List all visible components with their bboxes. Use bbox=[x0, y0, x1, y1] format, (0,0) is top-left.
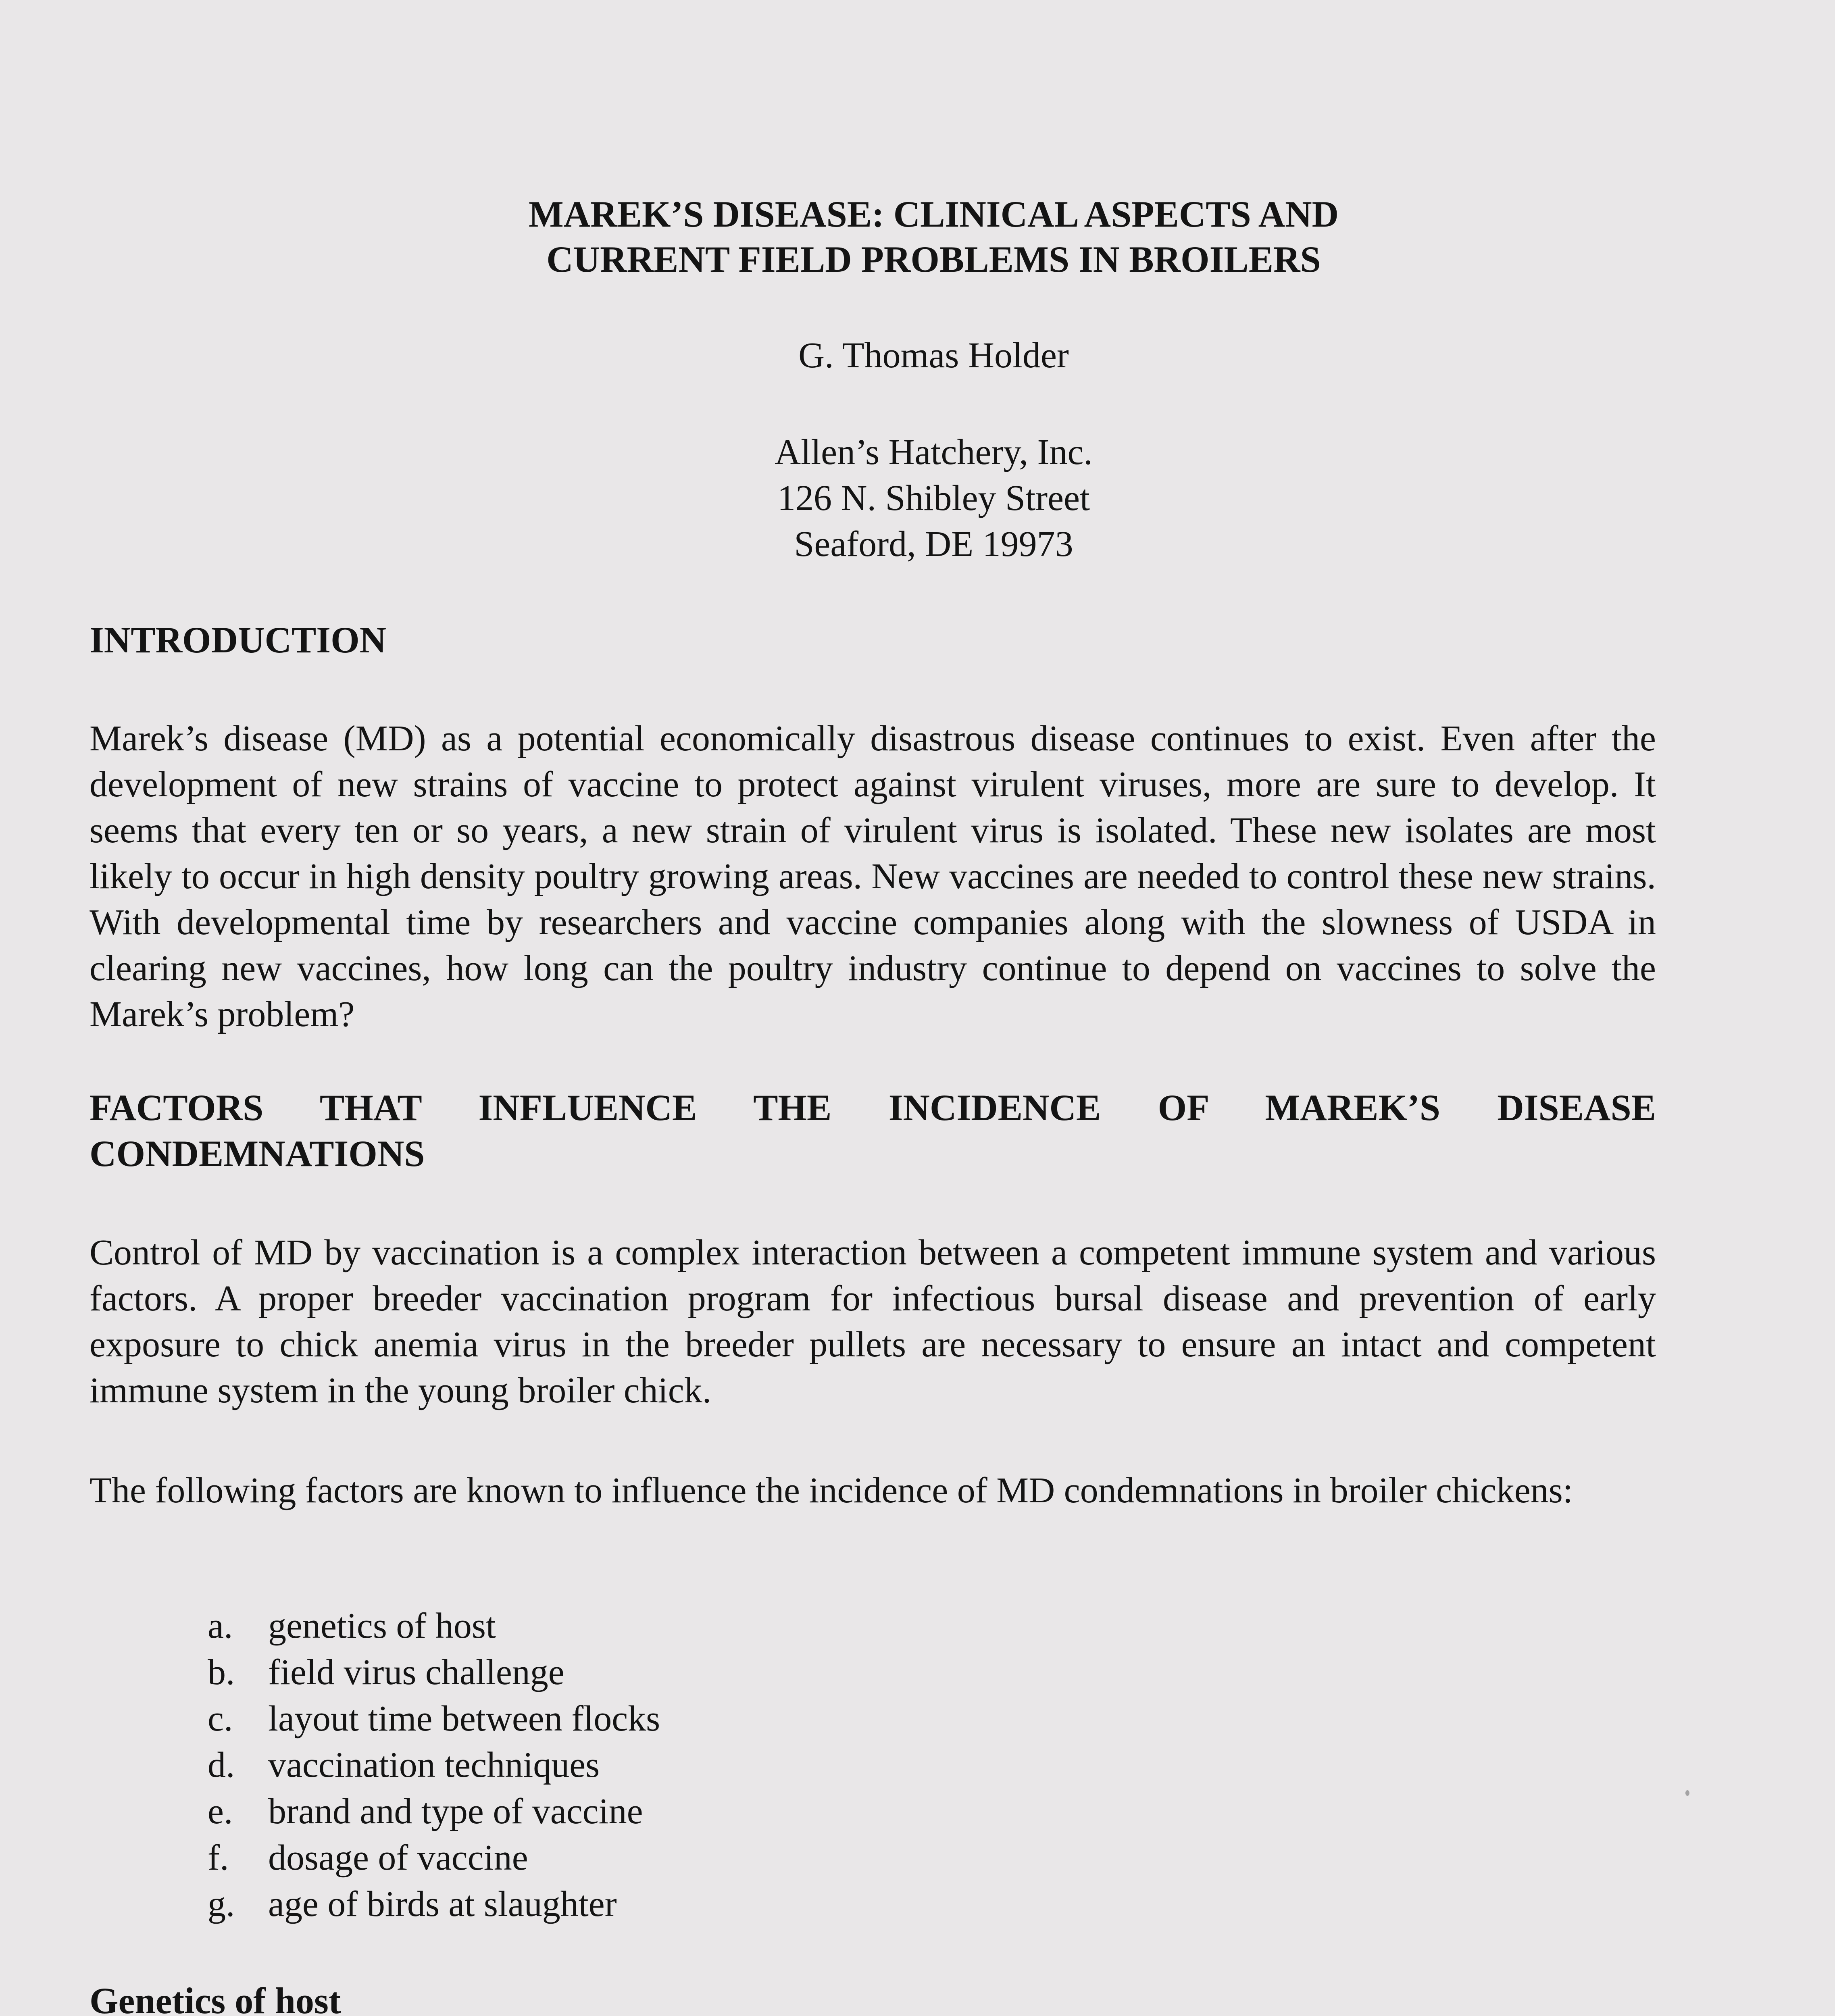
list-item bbox=[208, 1788, 660, 1835]
affiliation-street: 126 N. Shibley Street bbox=[777, 478, 1090, 518]
list-item bbox=[208, 1603, 660, 1649]
list-item-letter: a. bbox=[208, 1606, 233, 1646]
affiliation bbox=[0, 429, 1835, 567]
list-item-letter: f. bbox=[208, 1838, 229, 1878]
list-item-letter: b. bbox=[208, 1652, 235, 1692]
list-item-text: field virus challenge bbox=[268, 1652, 564, 1692]
factors-paragraph-2: The following factors are known to influence the incidence of MD condemnations in broiler chickens: bbox=[90, 1470, 1573, 1510]
factors-list bbox=[208, 1603, 660, 1927]
dust-speck bbox=[1685, 1790, 1689, 1796]
list-item-letter: d. bbox=[208, 1745, 235, 1785]
list-item-text: vaccination techniques bbox=[268, 1745, 600, 1785]
factors-heading: FACTORS THAT INFLUENCE THE INCIDENCE OF MAREK’S DISEASE CONDEMNATIONS bbox=[90, 1087, 1656, 1174]
introduction-heading: INTRODUCTION bbox=[90, 619, 387, 660]
list-item-text: age of birds at slaughter bbox=[268, 1884, 617, 1924]
affiliation-city: Seaford, DE 19973 bbox=[794, 524, 1073, 564]
list-item bbox=[208, 1649, 660, 1695]
author-name: G. Thomas Holder bbox=[798, 335, 1069, 375]
list-item-text: layout time between flocks bbox=[268, 1699, 660, 1739]
list-item-letter: g. bbox=[208, 1884, 235, 1924]
list-item bbox=[208, 1695, 660, 1742]
factors-paragraph-1: Control of MD by vaccination is a complex interaction between a competent immune system and various factors. A proper breeder vaccination program for infectious bursal disease and prevention of early exposure to chick anemia virus in the breeder pullets are necessary to ensure an intact and competent immune system in the young broiler chick. bbox=[90, 1233, 1656, 1410]
list-item-letter: e. bbox=[208, 1791, 233, 1831]
list-item-letter: c. bbox=[208, 1699, 233, 1739]
list-item-text: brand and type of vaccine bbox=[268, 1791, 643, 1831]
title-line-2: CURRENT FIELD PROBLEMS IN BROILERS bbox=[546, 239, 1321, 280]
list-item-text: genetics of host bbox=[268, 1606, 496, 1646]
list-item bbox=[208, 1835, 660, 1881]
title-line-1: MAREK’S DISEASE: CLINICAL ASPECTS AND bbox=[528, 194, 1339, 235]
list-item bbox=[208, 1881, 660, 1927]
introduction-paragraph: Marek’s disease (MD) as a potential economically disastrous disease continues to exist. Even after the development of new strains of vaccine to protect against virulent viruses, more are sure to develop. It seems that every ten or so years, a new strain of virulent virus is isolated. These new isolates are most likely to occur in high density poultry growing areas. New vaccines are needed to control these new strains. With developmental time by researchers and vaccine companies along with the slowness of USDA in clearing new vaccines, how long can the poultry industry continue to depend on vaccines to solve the Marek’s problem? bbox=[90, 719, 1656, 1034]
list-item bbox=[208, 1742, 660, 1788]
paper-title bbox=[0, 192, 1835, 282]
genetics-heading: Genetics of host bbox=[90, 1980, 341, 2016]
list-item-text: dosage of vaccine bbox=[268, 1838, 528, 1878]
affiliation-org: Allen’s Hatchery, Inc. bbox=[775, 432, 1093, 472]
